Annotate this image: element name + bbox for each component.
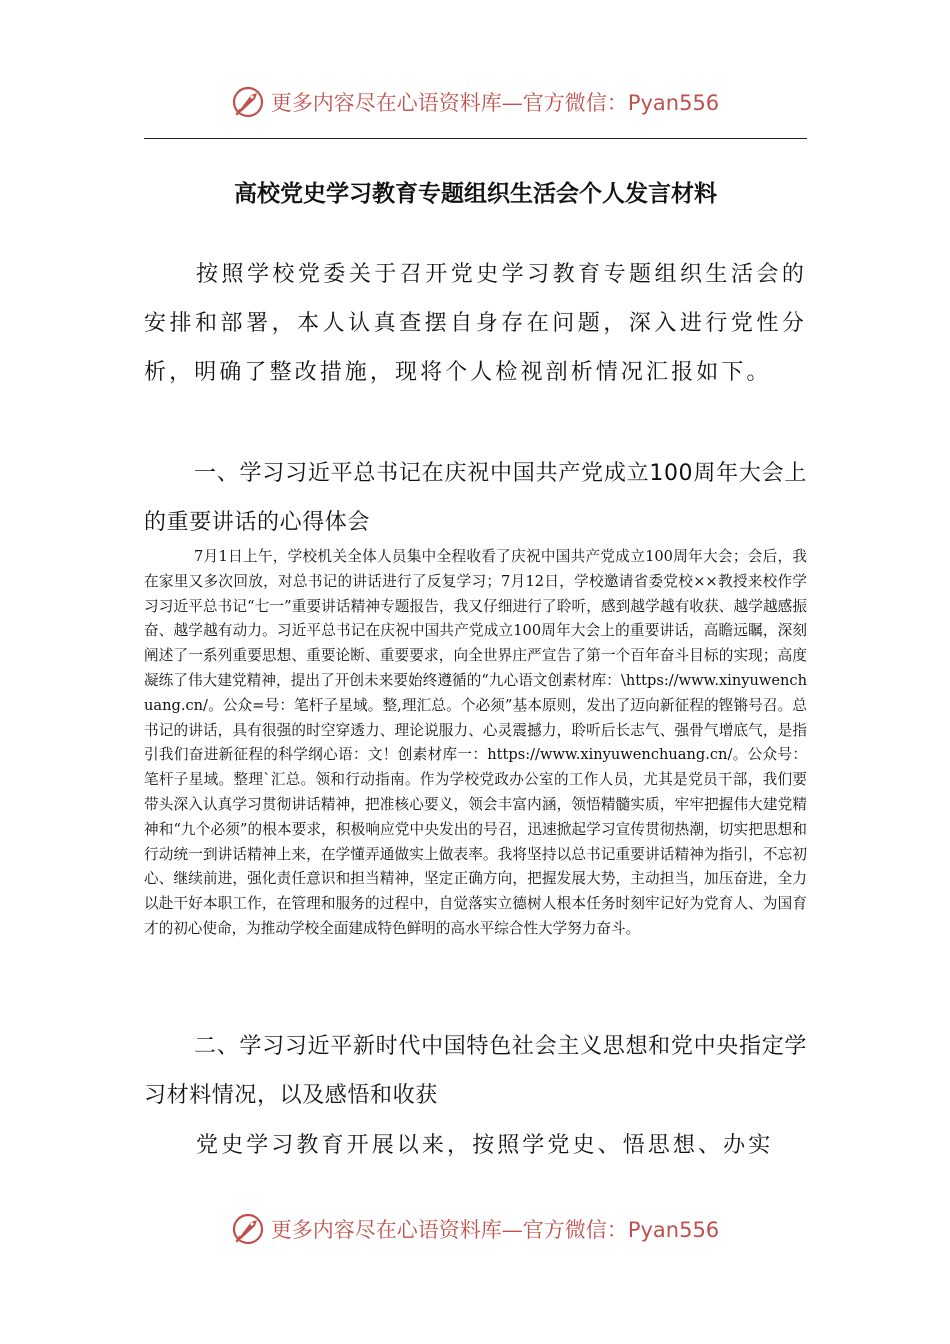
footer-banner <box>0 1209 950 1249</box>
section-two-body: 党史学习教育开展以来，按照学党史、悟思想、办实 <box>196 1133 774 1158</box>
section-one-body: 7月1日上午，学校机关全体人员集中全程收看了庆祝中国共产党成立100周年大会；会后，我在家里又多次回放，对总书记的讲话进行了反复学习；7月12日，学校邀请省委党校××教授来校作学习习近平总书记“七一”重要讲话精神专题报告，我又仔细进行了聆听，感到越学越有收获、越学越感振奋、越学越有动力。习近平总书记在庆祝中国共产党成立100周年大会上的重要讲话，高瞻远瞩，深刻阐述了一系列重要思想、重要论断、重要要求，向全世界庄严宣告了第一个百年奋斗目标的实现；高度凝练了伟大建党精神，提出了开创未来要始终遵循的“九心语文创素材库：\https://www.xinyuwenchuang.cn/。公众=号：笔杆子星域。整,理汇总。个必须”基本原则，发出了迈向新征程的铿锵号召。总书记的讲话，具有很强的时空穿透力、理论说服力、心灵震撼力，聆听后长志气、强骨气增底气，是指引我们奋进新征程的科学纲心语：文！创素材库一：https://www.xinyuwenchuang.cn/。公众号：笔杆子星域。整理`汇总。领和行动指南。作为学校党政办公室的工作人员，尤其是党员干部，我们要带头深入认真学习贯彻讲话精神，把准核心要义，领会丰富内涵，领悟精髓实质，牢牢把握伟大建党精神和“九个必须”的根本要求，积极响应党中央发出的号召，迅速掀起学习宣传贯彻热潮，切实把思想和行动统一到讲话精神上来，在学懂弄通做实上做表率。我将坚持以总书记重要讲话精神为指引，不忘初心、继续前进，强化责任意识和担当精神，坚定正确方向，把握发展大势，主动担当，加压奋进，全力以赴干好本职工作，在管理和服务的过程中，自觉落实立德树人根本任务时刻牢记好为党育人、为国育才的初心使命，为推动学校全面建成特色鲜明的高水平综合性大学努力奋斗。 <box>144 548 807 937</box>
section-one-heading: 一、学习习近平总书记在庆祝中国共产党成立100周年大会上的重要讲话的心得体会 <box>144 461 807 535</box>
header-divider <box>144 138 807 139</box>
section-two-heading: 二、学习习近平新时代中国特色社会主义思想和党中央指定学习材料情况，以及感悟和收获 <box>144 1034 807 1108</box>
header-wechat-id: Pyan556 <box>627 91 720 115</box>
document-title: 高校党史学习教育专题组织生活会个人发言材料 <box>234 180 717 207</box>
header-banner <box>0 82 950 122</box>
pen-nib-logo-icon <box>231 1212 265 1246</box>
footer-banner-text: 更多内容尽在心语资料库—官方微信：Pyan556 <box>270 1218 720 1242</box>
header-banner-text: 更多内容尽在心语资料库—官方微信：Pyan556 <box>270 91 720 115</box>
footer-wechat-id: Pyan556 <box>627 1218 720 1242</box>
pen-nib-logo-icon <box>231 85 265 119</box>
intro-paragraph: 按照学校党委关于召开党史学习教育专题组织生活会的安排和部署，本人认真查摆自身存在问题，深入进行党性分析，明确了整改措施，现将个人检视剖析情况汇报如下。 <box>144 262 807 385</box>
